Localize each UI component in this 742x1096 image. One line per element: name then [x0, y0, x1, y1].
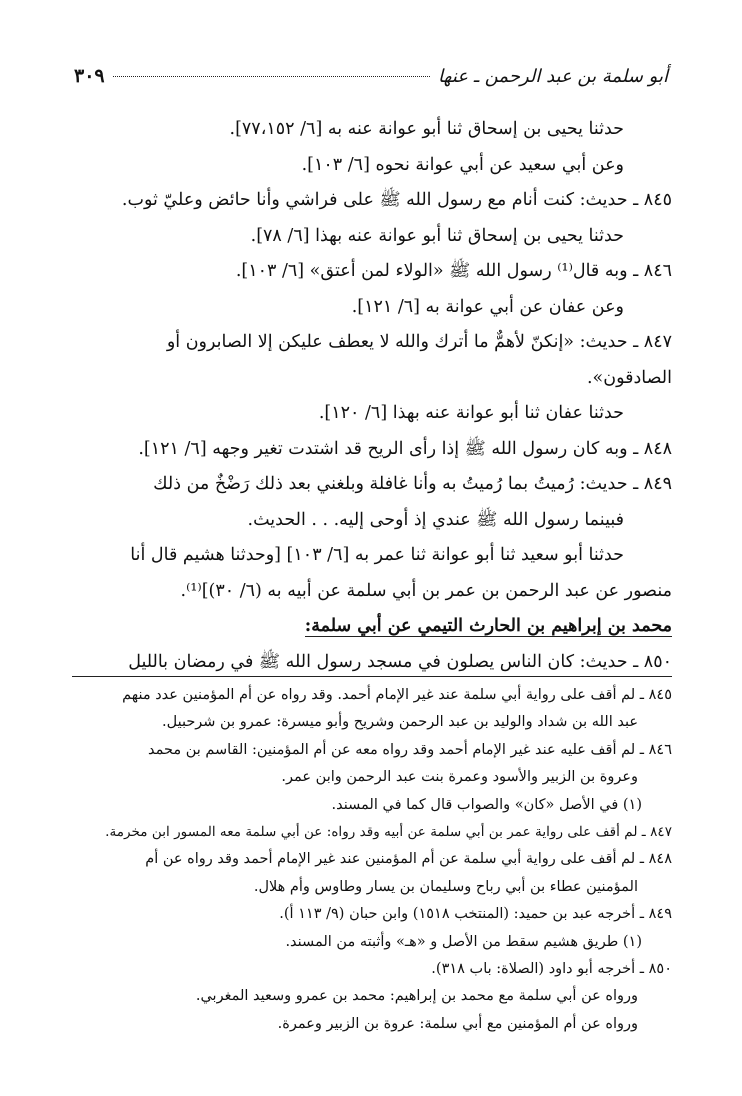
footnote-divider — [72, 676, 672, 677]
text-line: وعن أبي سعيد عن أبي عوانة نحوه [٦/ ١٠٣]. — [301, 154, 624, 175]
page-number: ٣٠٩ — [74, 65, 105, 87]
hadith-entry-846: ٨٤٦ ـ وبه قال⁽¹⁾ رسول الله ﷺ «الولاء لمن أعتق» [٦/ ١٠٣]. — [235, 261, 672, 281]
footnote-line: (١) في الأصل «كان» والصواب قال كما في المسند. — [331, 796, 642, 813]
section-heading — [72, 609, 672, 645]
footnote-line: وعروة بن الزبير والأسود وعمرة بنت عبد الرحمن وابن عمر. — [281, 769, 638, 786]
footnote-line: ٨٤٥ ـ لم أقف على رواية أبي سلمة عند غير الإمام أحمد. وقد رواه عن أم المؤمنين عدد منهم — [122, 687, 672, 703]
main-text — [72, 112, 672, 680]
footnote-line: ٨٥٠ ـ أخرجه أبو داود (الصلاة: باب ٣١٨). — [431, 961, 672, 978]
header-title: أبو سلمة بن عبد الرحمن ـ عنها — [438, 65, 668, 87]
text-line: وعن عفان عن أبي عوانة به [٦/ ١٢١]. — [351, 296, 624, 317]
text-line: فبينما رسول الله ﷺ عندي إذ أوحى إليه. . . الحديث. — [247, 509, 624, 530]
footnote-line: ٨٤٧ ـ لم أقف على رواية عمر بن أبي سلمة عن أبيه وقد رواه: عن أبي سلمة معه المسور ابن مخرمة. — [105, 824, 672, 841]
footnote-line: ٨٤٦ ـ لم أقف عليه عند غير الإمام أحمد وقد رواه معه عن أم المؤمنين: القاسم بن محمد — [147, 741, 672, 758]
hadith-entry-850: ٨٥٠ ـ حديث: كان الناس يصلون في مسجد رسول الله ﷺ في رمضان بالليل — [128, 651, 672, 672]
running-header — [74, 62, 668, 90]
header-dotted-rule — [113, 76, 430, 77]
text-line: حدثنا يحيى بن إسحاق ثنا أبو عوانة عنه بهذا [٦/ ٧٨]. — [250, 225, 624, 246]
text-line: حدثنا يحيى بن إسحاق ثنا أبو عوانة عنه به [٦/ ٧٧،١٥٢]. — [229, 119, 624, 139]
footnote-line: ٨٤٨ ـ لم أقف على رواية أبي سلمة عن أم المؤمنين عند غير الإمام أحمد وقد رواه عن أم — [145, 851, 672, 868]
section-heading-text: محمد بن إبراهيم بن الحارث التيمي عن أبي سلمة: — [304, 616, 672, 636]
footnote-line: المؤمنين عطاء بن أبي رباح وسليمان بن يسار وطاوس وأم هلال. — [253, 878, 638, 895]
text-line: منصور عن عبد الرحمن بن عمر بن أبي سلمة عن أبيه به (٦/ ٣٠)]⁽¹⁾. — [180, 580, 672, 601]
footnotes — [72, 682, 672, 1038]
hadith-entry-849: ٨٤٩ ـ حديث: رُميتُ بما رُميتُ به وأنا غافلة وبلغني بعد ذلك رَضْخٌ من ذلك — [153, 474, 672, 494]
footnote-line: عبد الله بن شداد والوليد بن عبد الرحمن وشريح وأبو ميسرة: عمرو بن شرحبيل. — [161, 714, 638, 731]
text-line: حدثنا أبو سعيد ثنا أبو عوانة ثنا عمر به [٦/ ١٠٣] [وحدثنا هشيم قال أنا — [130, 545, 624, 565]
text-line: حدثنا عفان ثنا أبو عوانة عنه بهذا [٦/ ١٢٠]. — [318, 403, 624, 423]
footnote-line: ورواه عن أم المؤمنين مع أبي سلمة: عروة بن الزبير وعمرة. — [277, 1015, 638, 1032]
footnote-line: ورواه عن أبي سلمة مع محمد بن إبراهيم: محمد بن عمرو وسعيد المغربي. — [195, 988, 638, 1005]
hadith-entry-845: ٨٤٥ ـ حديث: كنت أنام مع رسول الله ﷺ على فراشي وأنا حائض وعليّ ثوب. — [121, 190, 672, 210]
footnote-line: (١) طريق هشيم سقط من الأصل و «هـ» وأثبته من المسند. — [285, 933, 642, 950]
text-line: الصادقون». — [586, 367, 672, 388]
hadith-entry-848: ٨٤٨ ـ وبه كان رسول الله ﷺ إذا رأى الريح قد اشتدت تغير وجهه [٦/ ١٢١]. — [138, 438, 672, 459]
footnote-line: ٨٤٩ ـ أخرجه عبد بن حميد: (المنتخب ١٥١٨) وابن حبان (٩/ ١١٣ أ). — [279, 906, 672, 923]
hadith-entry-847: ٨٤٧ ـ حديث: «إنكنّ لأهمٌّ ما أترك والله لا يعطف عليكن إلا الصابرون أو — [166, 332, 672, 352]
